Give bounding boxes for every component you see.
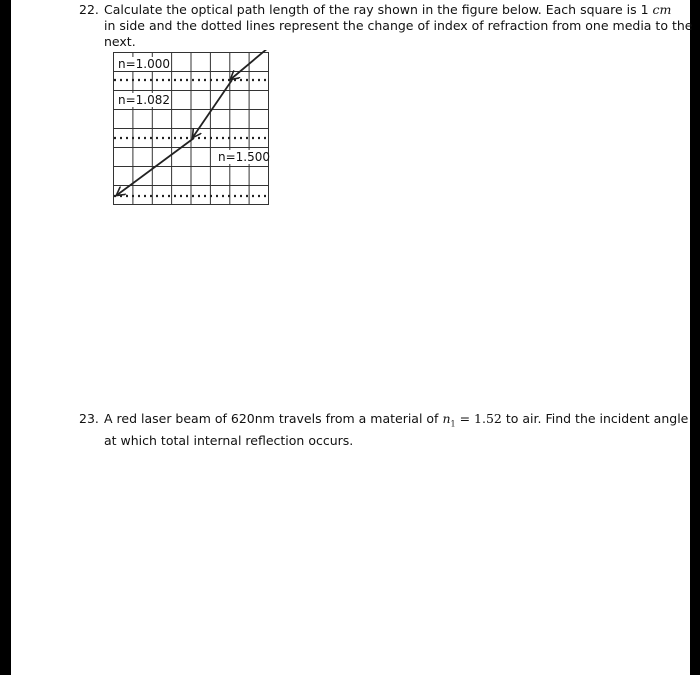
n1-symbol: n	[442, 411, 451, 426]
question-22-text-line-3: next.	[104, 34, 136, 49]
question-22-number: 22.	[79, 2, 99, 17]
grid	[114, 53, 269, 205]
index-label-top: n=1.000	[118, 57, 171, 71]
index-label-middle: n=1.082	[118, 93, 171, 107]
question-23-number: 23.	[79, 411, 99, 426]
question-22-text-line-1: Calculate the optical path length of the ray shown in the figure below. Each square is 1 cm	[104, 2, 672, 17]
question-23-text-line-1: A red laser beam of 620nm travels from a material of $n_1 = 1.52$ to air. Find the incident angle	[104, 411, 689, 429]
question-23	[79, 411, 689, 448]
ray-refraction-figure	[111, 50, 271, 210]
n1-value: = 1.52	[459, 411, 502, 426]
n1-subscript: 1	[450, 419, 456, 429]
question-22-text-line-2: in side and the dotted lines represent the change of index of refraction from one media to the	[104, 18, 693, 33]
unit-cm: cm	[652, 2, 672, 17]
question-23-text-line-2: at which total internal reflection occurs.	[104, 432, 354, 448]
question-22	[79, 2, 693, 52]
index-label-bottom: n=1.500	[218, 150, 271, 164]
